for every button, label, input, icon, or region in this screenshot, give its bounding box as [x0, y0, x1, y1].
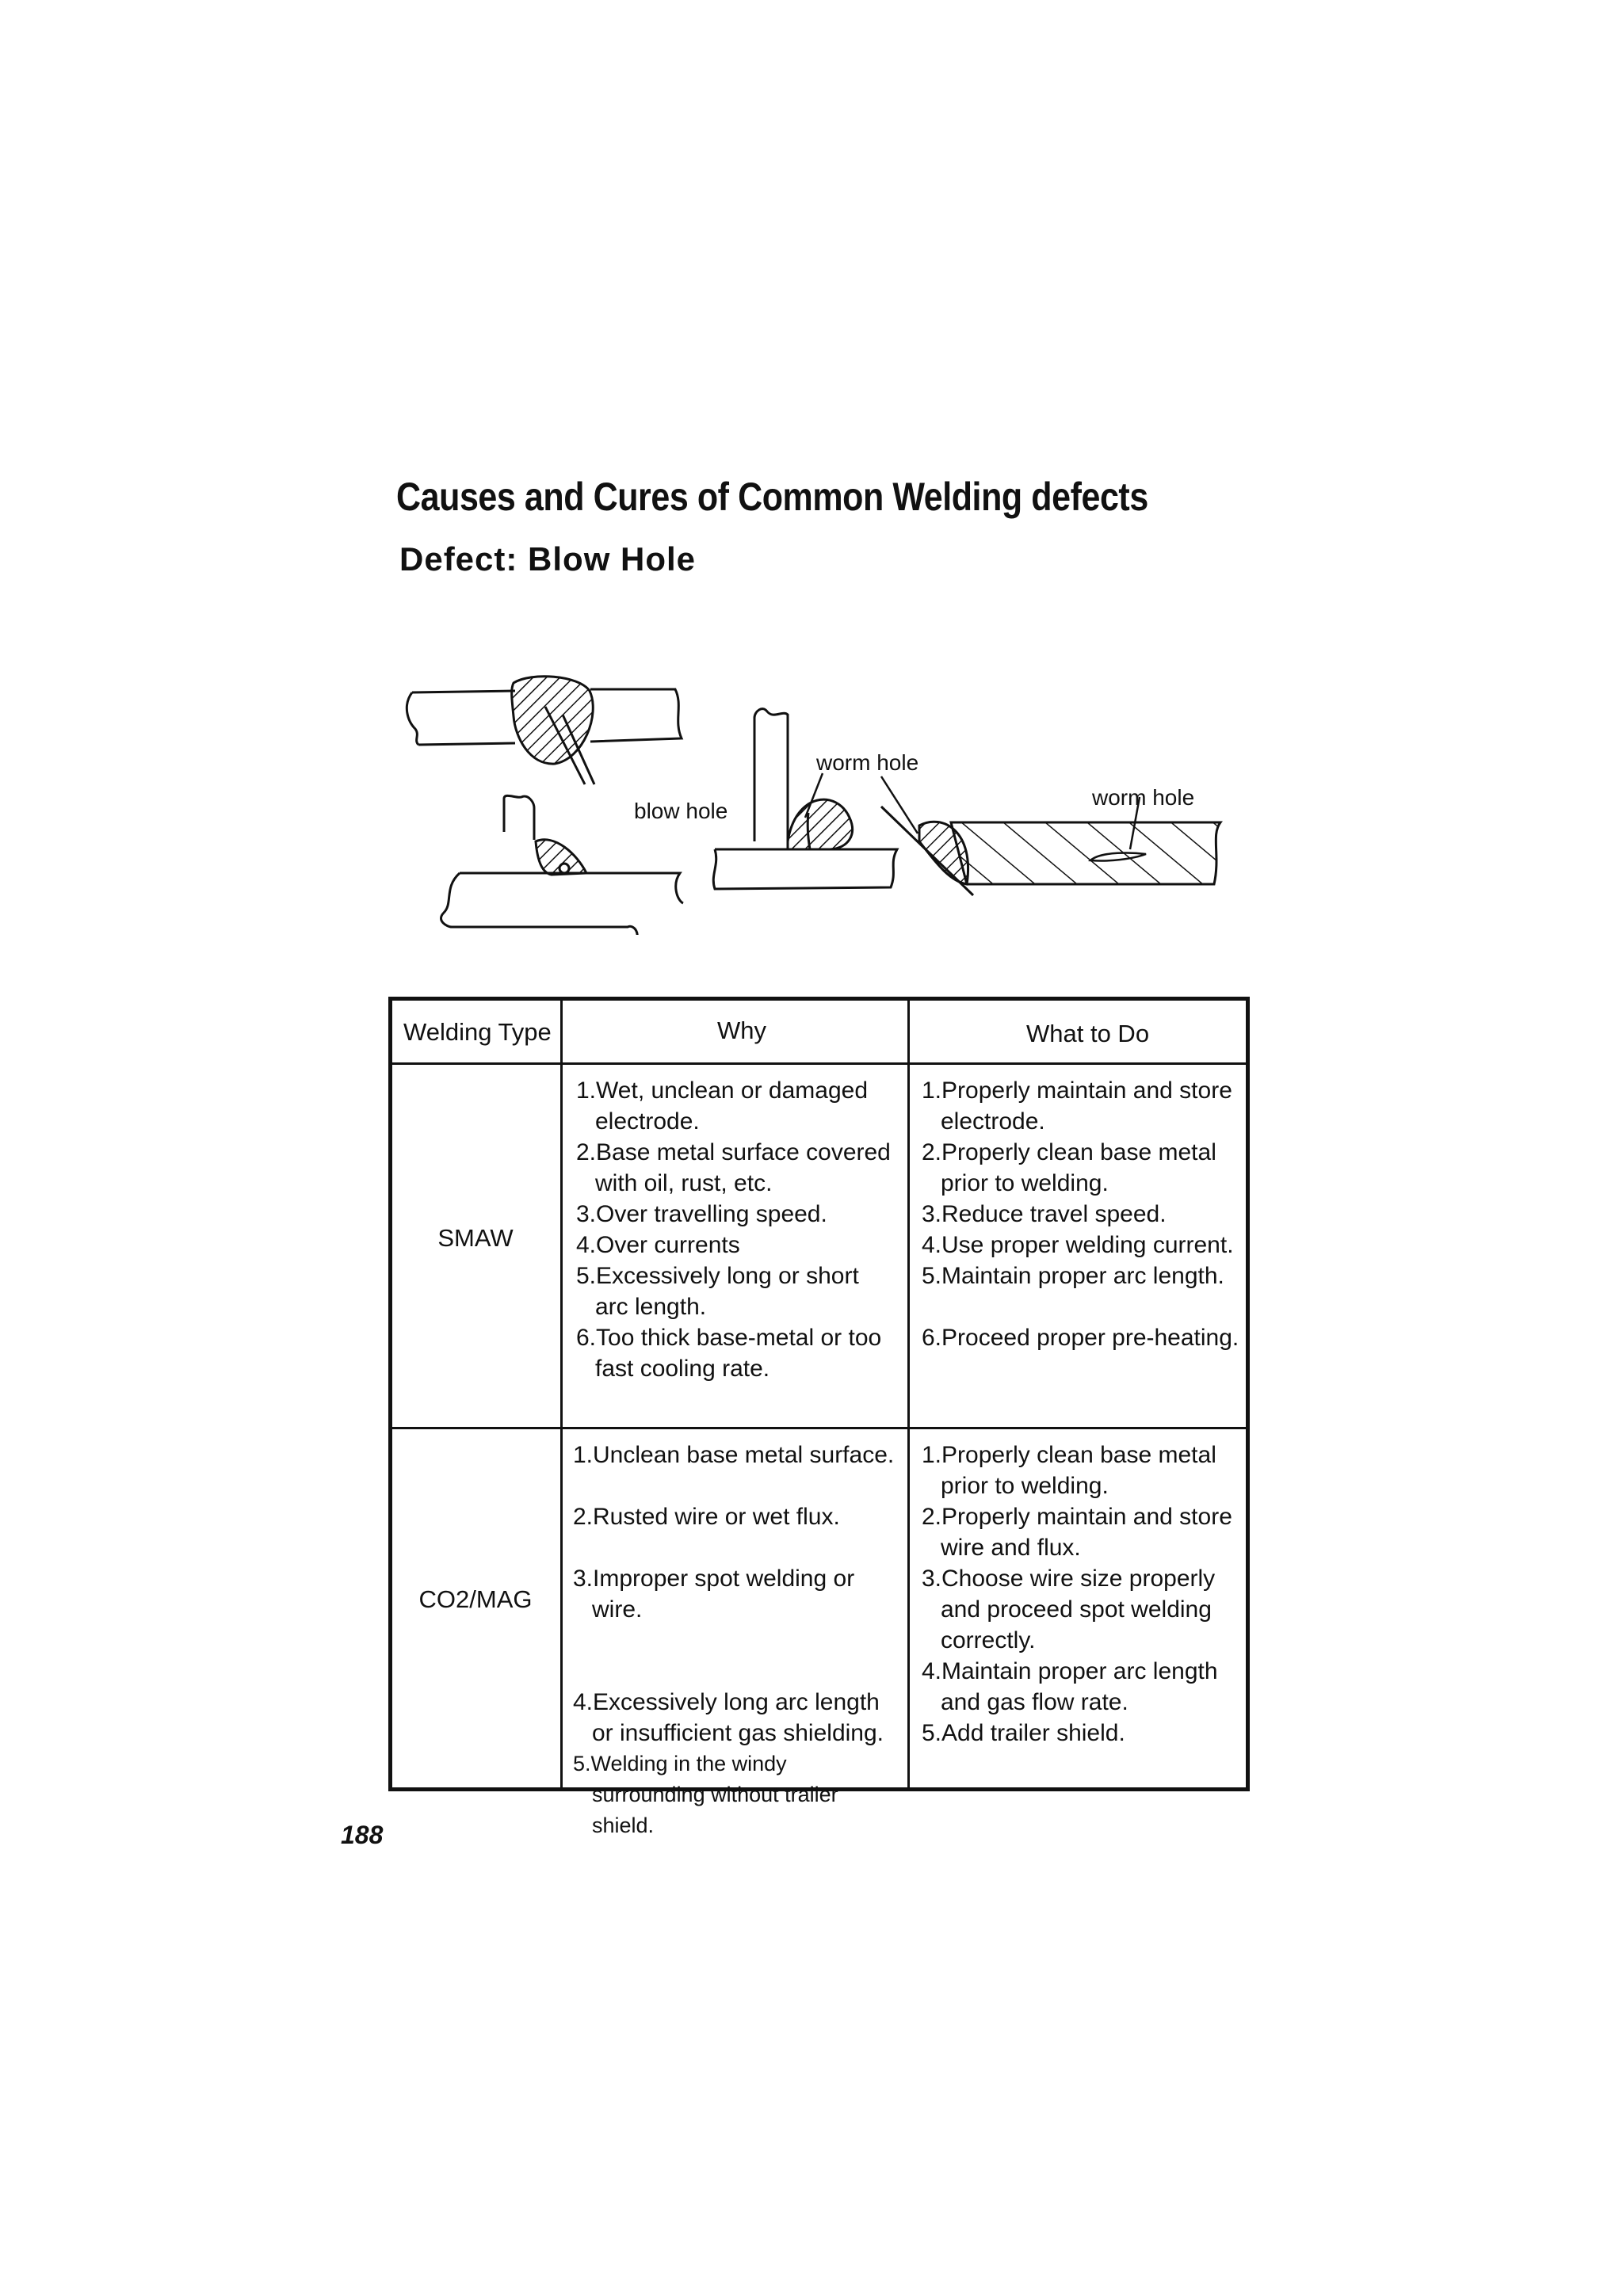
list-item: 2.Properly maintain and store wire and flux.	[922, 1504, 1239, 1561]
co2-why-list	[573, 1440, 902, 1841]
blow-hole-diagram	[396, 666, 1236, 935]
list-item: 3.Over travelling speed.	[576, 1201, 827, 1227]
list-item: 1.Wet, unclean or damaged electrode.	[576, 1077, 875, 1135]
list-item: 2.Rusted wire or wet flux.	[573, 1504, 840, 1530]
page-number: 188	[341, 1821, 384, 1849]
defect-table	[388, 997, 1250, 1837]
list-item: 5.Maintain proper arc length.	[922, 1263, 1224, 1289]
table-divider	[907, 1001, 910, 1787]
list-item: 4.Maintain proper arc length and gas flow rate.	[922, 1658, 1224, 1715]
page-title: Causes and Cures of Common Welding defects	[396, 475, 1148, 519]
list-item: 6.Too thick base-metal or too fast cooling rate.	[576, 1325, 888, 1382]
list-item: 1.Properly clean base metal prior to welding.	[922, 1442, 1224, 1499]
list-item: 2.Base metal surface covered with oil, rust, etc.	[576, 1139, 898, 1196]
t-joint-drawing	[713, 709, 897, 889]
smaw-what-list	[922, 1075, 1243, 1353]
table-divider	[560, 1001, 563, 1787]
list-item: 1.Properly maintain and store electrode.	[922, 1077, 1239, 1135]
list-item: 5.Add trailer shield.	[922, 1720, 1125, 1746]
table-divider	[392, 1427, 1246, 1429]
list-item: 5.Excessively long or short arc length.	[576, 1263, 866, 1320]
table-divider	[392, 1062, 1246, 1065]
header-why: Why	[717, 1016, 766, 1044]
list-item: 2.Properly clean base metal prior to welding.	[922, 1139, 1224, 1196]
list-item: 4.Use proper welding current.	[922, 1232, 1234, 1258]
header-welding-type: Welding Type	[403, 1018, 552, 1046]
smaw-why-list	[576, 1075, 898, 1384]
list-item: 3.Reduce travel speed.	[922, 1201, 1167, 1227]
list-item: 6.Proceed proper pre-heating.	[922, 1325, 1239, 1351]
label-worm-hole-1: worm hole	[816, 750, 919, 775]
defect-subtitle: Defect: Blow Hole	[399, 540, 697, 578]
co2-what-list	[922, 1440, 1243, 1749]
list-item: 3.Improper spot welding or wire.	[573, 1566, 861, 1623]
welding-type-cell: SMAW	[437, 1224, 514, 1252]
header-what-to-do: What to Do	[1026, 1020, 1150, 1047]
list-item: 1.Unclean base metal surface.	[573, 1442, 895, 1468]
list-item: 4.Over currents	[576, 1232, 740, 1258]
list-item: 4.Excessively long arc length or insufficient gas shielding.	[573, 1689, 887, 1746]
butt-joint-drawing	[407, 677, 682, 784]
list-item: 3.Choose wire size properly and proceed spot welding correctly.	[922, 1566, 1222, 1653]
list-item: 5.Welding in the windy surrounding without trailer shield.	[573, 1752, 845, 1837]
plate-weld-drawing	[881, 807, 1220, 895]
label-worm-hole-2: worm hole	[1092, 785, 1195, 810]
label-blow-hole: blow hole	[634, 799, 728, 823]
welding-type-cell: CO2/MAG	[418, 1585, 533, 1613]
